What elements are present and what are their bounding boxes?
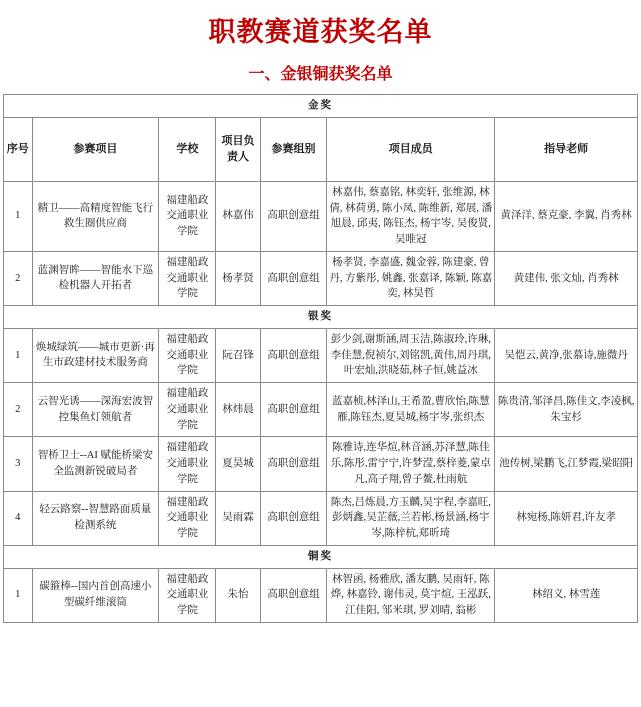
cell-leader: 阮召锋: [216, 328, 260, 382]
cell-leader: 吴雨霖: [216, 491, 260, 545]
cell-school: 福建船政交通职业学院: [159, 181, 216, 251]
cell-project: 智桥卫士--AI 赋能桥梁安全监测新锐破局者: [32, 437, 159, 491]
cell-leader: 夏昊城: [216, 437, 260, 491]
table-row: [4, 383, 638, 437]
cell-project: 蓝渊智眸——智能水下巡检机器人开拓者: [32, 251, 159, 305]
cell-group: 高职创意组: [260, 328, 327, 382]
cell-group: 高职创意组: [260, 181, 327, 251]
page-subtitle: 一、金银铜获奖名单: [248, 66, 393, 83]
cell-no: 4: [4, 491, 33, 545]
cell-group: 高职创意组: [260, 251, 327, 305]
table-row: [4, 181, 638, 251]
cell-school: 福建船政交通职业学院: [159, 568, 216, 622]
table-row: [4, 568, 638, 622]
cell-leader: 林炜晨: [216, 383, 260, 437]
cell-project: 焕城绿筑——城市更新·再生市政建材技术服务商: [32, 328, 159, 382]
cell-members: 陈雅诗,连华煊,林音涵,苏泽慧,陈佳乐,陈彤,雷宁宁,许梦滢,蔡梓菱,蒙卓凡,高子翔,曾子鳌,杜雨航: [327, 437, 495, 491]
section-band-row: [4, 95, 638, 118]
cell-leader: 林嘉伟: [216, 181, 260, 251]
section-title: 铜奖: [4, 545, 638, 568]
cell-no: 1: [4, 328, 33, 382]
document: [0, 10, 641, 623]
cell-teachers: 吴恺云,黄净,张慕诗,施微丹: [495, 328, 638, 382]
cell-no: 3: [4, 437, 33, 491]
awards-table: [3, 94, 638, 623]
column-header: 序号: [4, 117, 33, 181]
column-header: 指导老师: [495, 117, 638, 181]
cell-school: 福建船政交通职业学院: [159, 437, 216, 491]
cell-project: 碳箍棒--国内首创高速小型碳纤维滚筒: [32, 568, 159, 622]
cell-school: 福建船政交通职业学院: [159, 491, 216, 545]
cell-members: 彭少剑,谢斯涵,周玉洁,陈淑玲,许琳,李佳慧,倪祯尔,刘铭凯,黄伟,周丹琪,叶宏灿,洪晓茹,林子恒,姚益冰: [327, 328, 495, 382]
cell-no: 1: [4, 568, 33, 622]
table-row: [4, 491, 638, 545]
cell-project: 云智光诱——深海宏波智控集鱼灯领航者: [32, 383, 159, 437]
cell-project: 轻云路察--智慧路面质量检测系统: [32, 491, 159, 545]
table-row: [4, 328, 638, 382]
cell-school: 福建船政交通职业学院: [159, 328, 216, 382]
awards-table-body: [4, 95, 638, 623]
cell-group: 高职创意组: [260, 383, 327, 437]
cell-members: 陈杰,吕炼晨,方玉麟,吴宇程,李嘉旺,彭炳鑫,吴芷薇,兰若彬,杨景涵,杨宇岑,陈梓杭,郑昕琦: [327, 491, 495, 545]
table-row: [4, 251, 638, 305]
cell-teachers: 林宛杨,陈妍君,许友孝: [495, 491, 638, 545]
cell-no: 1: [4, 181, 33, 251]
page-title: 职教赛道获奖名单: [208, 17, 433, 47]
section-title: 金奖: [4, 95, 638, 118]
cell-members: 林智函, 杨雅欣, 潘友鹏, 吴雨轩, 陈烨, 林嘉铃, 谢伟灵, 莫宇煊, 王泓跃, 江佳阳, 邹米琪, 罗刘晴, 翁彬: [327, 568, 495, 622]
table-row: [4, 437, 638, 491]
column-header: 参赛项目: [32, 117, 159, 181]
cell-project: 精卫——高精度智能飞行救生圈供应商: [32, 181, 159, 251]
cell-teachers: 池传树,梁鹏飞,江梦霞,梁昭阳: [495, 437, 638, 491]
cell-group: 高职创意组: [260, 491, 327, 545]
column-header: 项目负责人: [216, 117, 260, 181]
column-header: 学校: [159, 117, 216, 181]
cell-group: 高职创意组: [260, 568, 327, 622]
section-title: 银奖: [4, 306, 638, 329]
cell-teachers: 陈贵清,邹泽昌,陈佳文,李凌枫,朱宝杉: [495, 383, 638, 437]
cell-teachers: 黄建伟, 张文灿, 肖秀林: [495, 251, 638, 305]
cell-members: 林嘉伟, 蔡嘉铭, 林奕轩, 张维源, 林倩, 林荷勇, 陈小凤, 陈维新, 郑展, 潘旭晨, 邱夷, 陈钰杰, 杨宇岑, 吴俊贤, 吴唯冠: [327, 181, 495, 251]
section-band-row: [4, 545, 638, 568]
cell-school: 福建船政交通职业学院: [159, 383, 216, 437]
column-header: 参赛组别: [260, 117, 327, 181]
cell-school: 福建船政交通职业学院: [159, 251, 216, 305]
cell-teachers: 黄泽洋, 蔡克豪, 李翼, 肖秀林: [495, 181, 638, 251]
section-band-row: [4, 306, 638, 329]
header-row: [4, 117, 638, 181]
cell-group: 高职创意组: [260, 437, 327, 491]
cell-members: 蓝嘉桢,林泽山,王希盈,曹欣怡,陈慧雁,陈钰杰,夏昊城,杨宇岑,张织杰: [327, 383, 495, 437]
cell-leader: 朱怡: [216, 568, 260, 622]
cell-leader: 杨孝贤: [216, 251, 260, 305]
column-header: 项目成员: [327, 117, 495, 181]
cell-teachers: 林绍义, 林雪莲: [495, 568, 638, 622]
cell-no: 2: [4, 251, 33, 305]
cell-no: 2: [4, 383, 33, 437]
cell-members: 杨孝贤, 李嘉盛, 魏金蓉, 陈建豪, 曾丹, 方紫彤, 姚鑫, 张嘉译, 陈颖, 陈嘉奕, 林昊哲: [327, 251, 495, 305]
